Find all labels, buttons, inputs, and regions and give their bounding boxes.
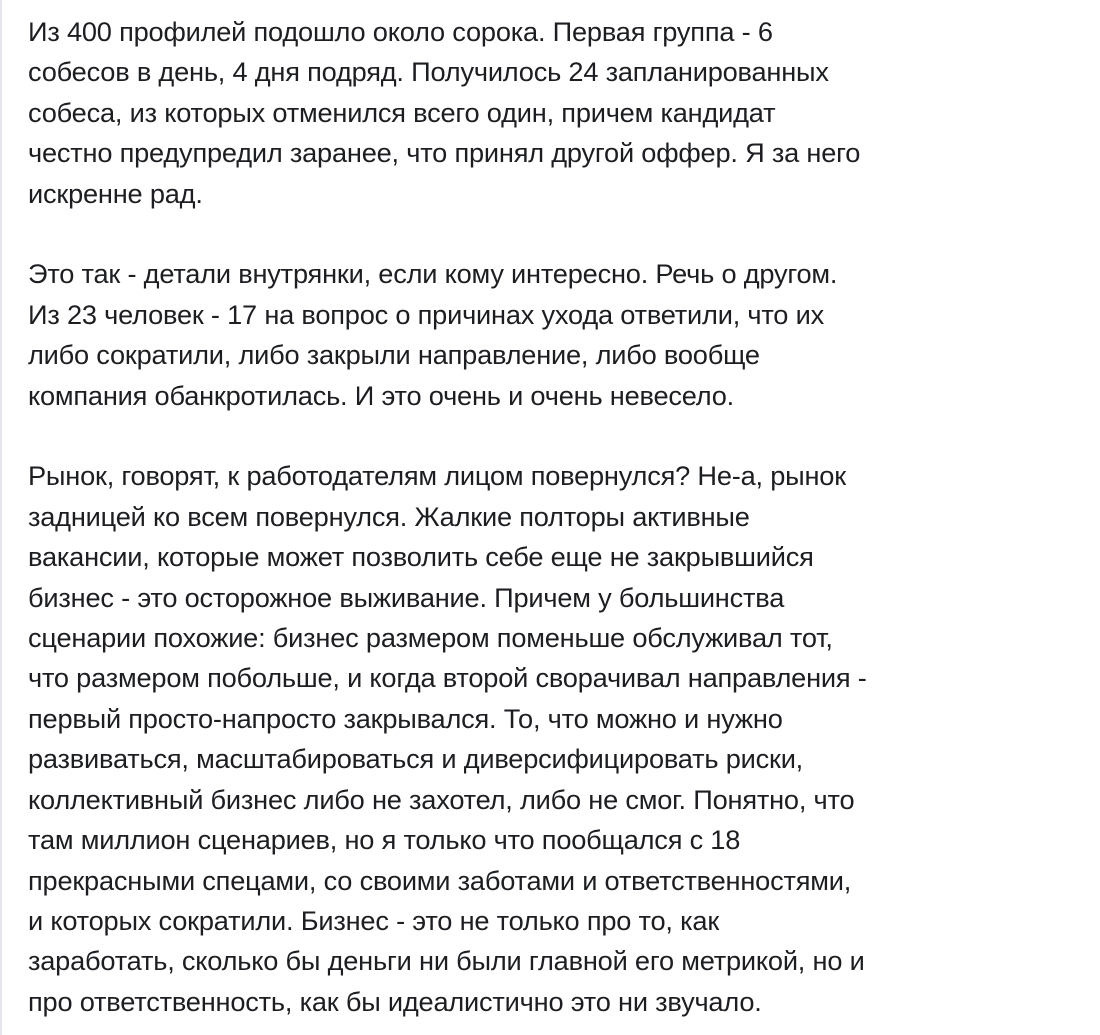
text-line: либо сократили, либо закрыли направление, либо вообще	[28, 339, 760, 371]
text-line: задницей ко всем повернулся. Жалкие полторы активные	[28, 500, 750, 532]
text-line: там миллион сценариев, но я только что пообщался с 18	[28, 824, 741, 856]
paragraph-1	[28, 12, 1088, 214]
text-line: Рынок, говорят, к работодателям лицом повернулся? Не-а, рынок	[28, 460, 846, 492]
text-line: собесов в день, 4 дня подряд. Получилось 24 запланированных	[28, 56, 829, 88]
text-line: коллективный бизнес либо не захотел, либо не смог. Понятно, что	[28, 783, 855, 815]
text-line: и которых сократили. Бизнес - это не только про то, как	[28, 904, 720, 936]
text-line: что размером побольше, и когда второй сворачивал направления -	[28, 662, 867, 694]
text-line: Это так - детали внутрянки, если кому интересно. Речь о другом.	[28, 258, 838, 290]
text-line: про ответственность, как бы идеалистично это ни звучало.	[28, 985, 762, 1017]
text-line: прекрасными спецами, со своими заботами и ответственностями,	[28, 864, 852, 896]
text-line: собеса, из которых отменился всего один, причем кандидат	[28, 96, 776, 128]
text-line: искренне рад.	[28, 177, 203, 209]
text-line: компания обанкротилась. И это очень и очень невесело.	[28, 379, 735, 411]
text-line: вакансии, которые может позволить себе еще не закрывшийся	[28, 541, 814, 573]
text-line: Из 23 человек - 17 на вопрос о причинах ухода ответили, что их	[28, 298, 824, 330]
text-line: бизнес - это осторожное выживание. Причем у большинства	[28, 581, 785, 613]
paragraph-2	[28, 254, 1088, 416]
text-line: Из 400 профилей подошло около сорока. Первая группа - 6	[28, 16, 773, 47]
paragraph-gap	[28, 214, 1088, 254]
text-line: развиваться, масштабироваться и диверсифицировать риски,	[28, 743, 804, 775]
post-text	[28, 12, 1088, 1022]
paragraph-gap	[28, 416, 1088, 456]
paragraph-3	[28, 456, 1088, 1022]
text-line: честно предупредил заранее, что принял другой оффер. Я за него	[28, 137, 861, 169]
text-line: первый просто-напросто закрывался. То, что можно и нужно	[28, 702, 783, 734]
text-line: сценарии похожие: бизнес размером поменьше обслуживал тот,	[28, 622, 833, 654]
text-line: заработать, сколько бы деньги ни были главной его метрикой, но и	[28, 945, 865, 977]
